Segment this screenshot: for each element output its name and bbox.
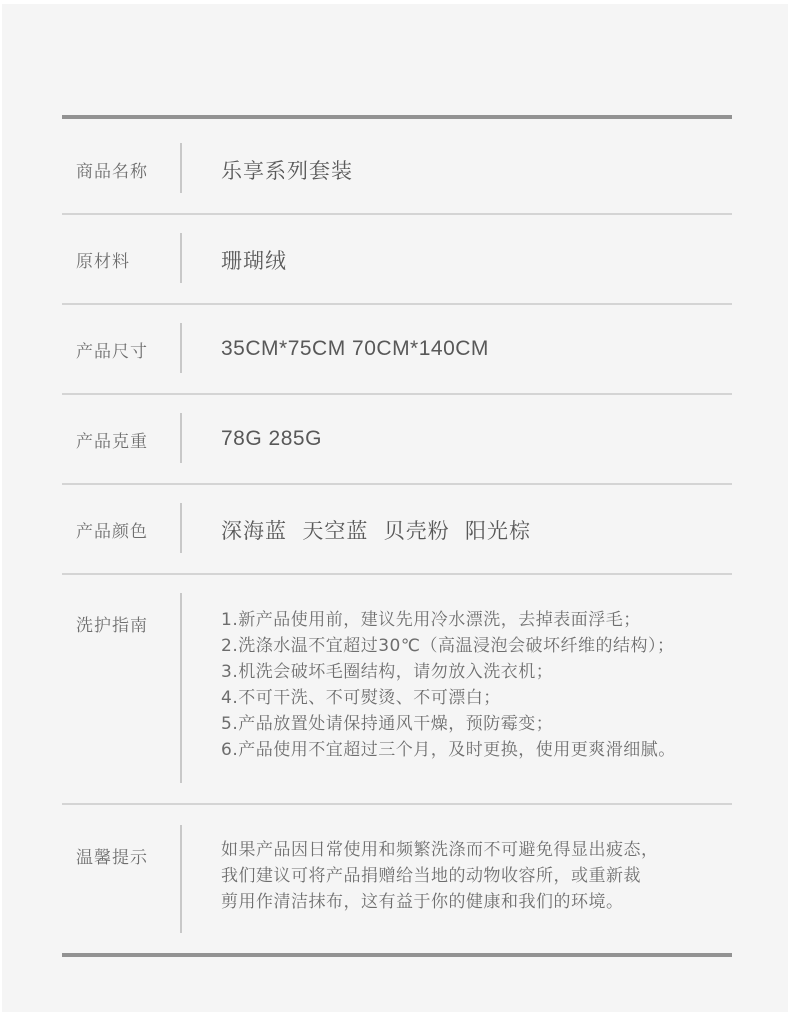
- row-divider: [180, 593, 182, 783]
- row-label: 产品尺寸: [76, 342, 148, 362]
- tips-line: 剪用作清洁抹布，这有益于你的健康和我们的环境。: [221, 892, 624, 912]
- care-guide-item: 1.新产品使用前，建议先用冷水漂洗，去掉表面浮毛；: [221, 610, 641, 630]
- row-divider: [180, 143, 182, 193]
- row-divider: [180, 503, 182, 553]
- care-guide-list: [221, 607, 676, 763]
- row-care-guide: [62, 573, 732, 805]
- care-guide-item: 4.不可干洗、不可熨烫、不可漂白；: [221, 688, 501, 708]
- row-value: 深海蓝 天空蓝 贝壳粉 阳光棕: [221, 519, 532, 543]
- row-tips: [62, 805, 732, 950]
- row-label: 产品克重: [76, 432, 148, 452]
- row-value: 乐享系列套装: [221, 159, 353, 183]
- row-label: 洗护指南: [76, 616, 148, 636]
- row-color: [62, 483, 732, 575]
- row-label: 温馨提示: [76, 848, 148, 868]
- row-label: 原材料: [76, 252, 130, 272]
- tips-line: 如果产品因日常使用和频繁洗涤而不可避免得显出疲态，: [221, 840, 659, 860]
- care-guide-item: 6.产品使用不宜超过三个月，及时更换，使用更爽滑细腻。: [221, 740, 676, 760]
- row-product-name: [62, 119, 732, 215]
- row-weight: [62, 393, 732, 485]
- row-divider: [180, 323, 182, 373]
- row-value: 35CM*75CM 70CM*140CM: [221, 337, 489, 360]
- row-value: 78G 285G: [221, 427, 322, 450]
- row-label: 产品颜色: [76, 522, 148, 542]
- row-divider: [180, 825, 182, 933]
- care-guide-item: 5.产品放置处请保持通风干燥，预防霉变；: [221, 714, 554, 734]
- care-guide-item: 3.机洗会破坏毛圈结构，请勿放入洗衣机；: [221, 662, 554, 682]
- row-material: [62, 213, 732, 305]
- row-label: 商品名称: [76, 162, 148, 182]
- row-size: [62, 303, 732, 395]
- row-value: 珊瑚绒: [221, 249, 287, 273]
- row-divider: [180, 413, 182, 463]
- care-guide-item: 2.洗涤水温不宜超过30℃（高温浸泡会破坏纤维的结构）；: [221, 636, 675, 656]
- tips-line: 我们建议可将产品捐赠给当地的动物收容所，或重新裁: [221, 866, 641, 886]
- bottom-rule: [62, 953, 732, 957]
- row-divider: [180, 233, 182, 283]
- tips-list: [221, 837, 659, 915]
